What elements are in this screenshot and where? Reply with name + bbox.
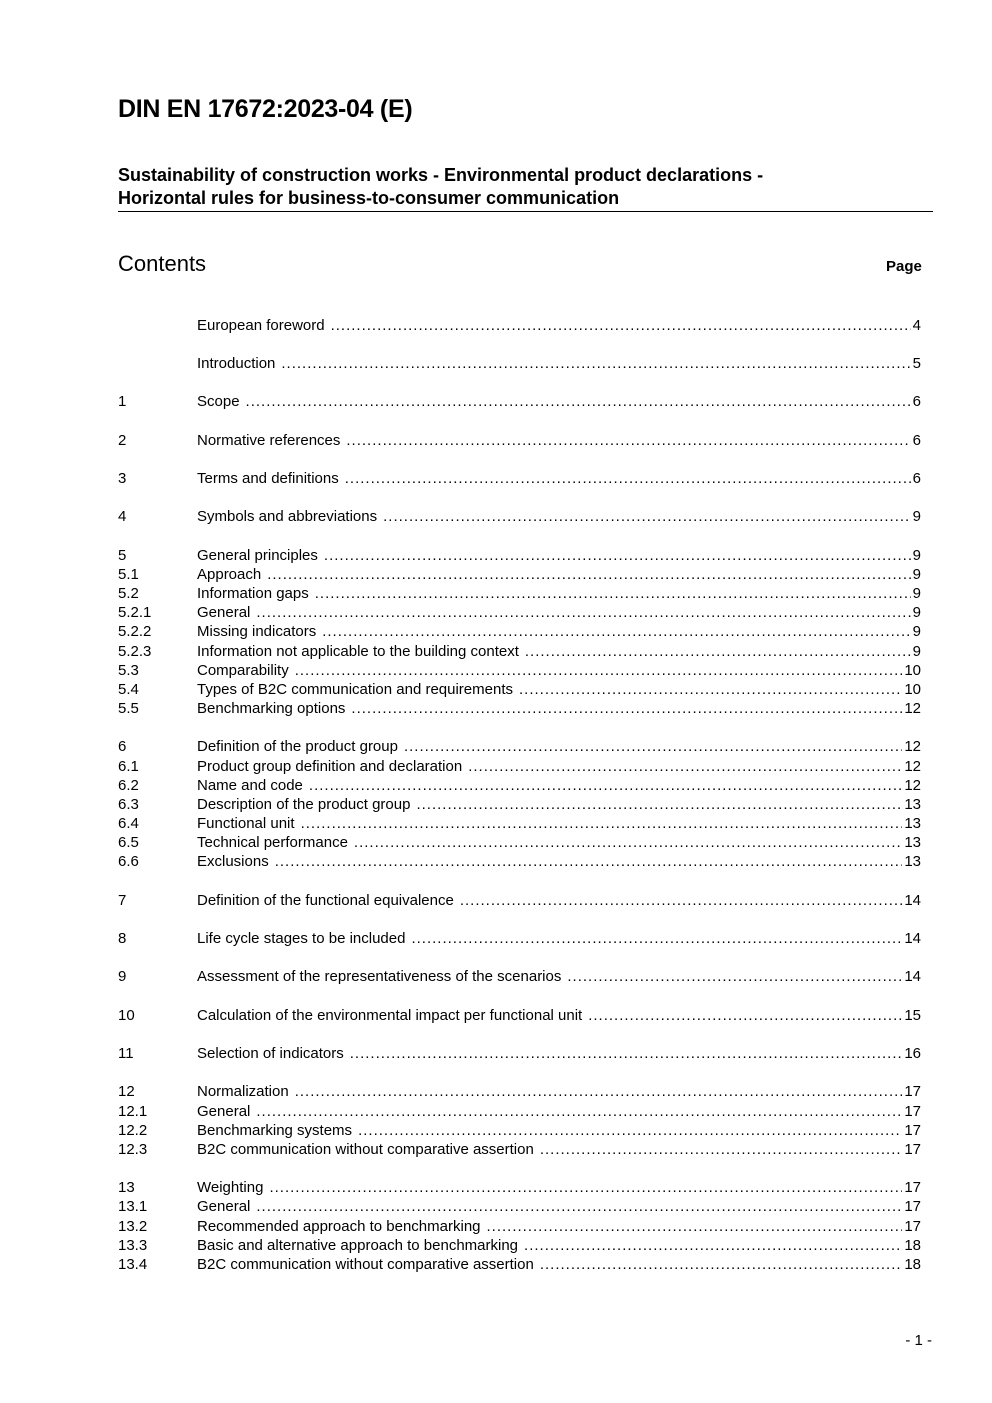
toc-entry-title: Name and code <box>197 777 303 794</box>
toc-entry-title: Definition of the functional equivalence <box>197 892 454 909</box>
toc-entry-number: 5.2 <box>118 585 139 602</box>
toc-entry-title: General <box>197 1198 251 1215</box>
toc-entry-title: Missing indicators <box>197 623 317 640</box>
toc-entry-page: 9 <box>912 643 921 660</box>
toc-entry-number: 12 <box>118 1083 135 1100</box>
toc-leader-dots <box>322 622 910 641</box>
toc-entry[interactable] <box>118 1044 921 1063</box>
toc-entry-page: 12 <box>904 738 921 755</box>
toc-leader-dots <box>404 737 902 756</box>
toc-entry[interactable] <box>118 1121 921 1140</box>
toc-entry-title: Benchmarking options <box>197 700 346 717</box>
toc-entry-page: 16 <box>904 1045 921 1062</box>
toc-entry[interactable] <box>118 757 921 776</box>
toc-entry-title: Introduction <box>197 355 276 372</box>
toc-leader-dots <box>256 603 910 622</box>
toc-entry[interactable] <box>118 795 921 814</box>
toc-leader-dots <box>358 1121 902 1140</box>
toc-entry-title: Description of the product group <box>197 796 411 813</box>
toc-entry-page: 13 <box>904 815 921 832</box>
toc-entry-page: 18 <box>904 1256 921 1273</box>
toc-entry-page: 18 <box>904 1237 921 1254</box>
toc-entry-number: 6.6 <box>118 853 139 870</box>
toc-entry-title: Recommended approach to benchmarking <box>197 1218 481 1235</box>
toc-entry-page: 13 <box>904 834 921 851</box>
subtitle-line-2: Horizontal rules for business-to-consumer communication <box>118 187 620 208</box>
toc-entry-page: 17 <box>904 1198 921 1215</box>
toc-entry[interactable] <box>118 316 921 335</box>
toc-entry-title: Selection of indicators <box>197 1045 344 1062</box>
toc-entry-number: 5.5 <box>118 700 139 717</box>
toc-entry-page: 12 <box>904 758 921 775</box>
toc-entry-title: General <box>197 1103 251 1120</box>
toc-leader-dots <box>411 929 902 948</box>
toc-entry-number: 5.2.2 <box>118 623 152 640</box>
toc-entry[interactable] <box>118 1255 921 1274</box>
toc-entry-page: 9 <box>912 566 921 583</box>
toc-entry-number: 9 <box>118 968 127 985</box>
toc-entry[interactable] <box>118 1217 921 1236</box>
toc-entry-page: 17 <box>904 1103 921 1120</box>
toc-entry-title: Comparability <box>197 662 289 679</box>
toc-entry-page: 9 <box>912 604 921 621</box>
toc-entry-number: 6.5 <box>118 834 139 851</box>
contents-heading: Contents <box>118 251 207 276</box>
toc-leader-dots <box>487 1217 903 1236</box>
toc-entry-title: European foreword <box>197 317 325 334</box>
toc-entry-page: 17 <box>904 1179 921 1196</box>
toc-leader-dots <box>525 642 911 661</box>
toc-entry[interactable] <box>118 1236 921 1255</box>
toc-leader-dots <box>351 699 902 718</box>
toc-entry-title: B2C communication without comparative assertion <box>197 1256 534 1273</box>
toc-entry-number: 8 <box>118 930 127 947</box>
toc-entry-number: 13.3 <box>118 1237 148 1254</box>
toc-entry-number: 12.2 <box>118 1122 148 1139</box>
toc-entry-number: 6.1 <box>118 758 139 775</box>
toc-leader-dots <box>346 431 910 450</box>
toc-entry-title: B2C communication without comparative assertion <box>197 1141 534 1158</box>
toc-entry-title: Technical performance <box>197 834 348 851</box>
toc-entry-title: Weighting <box>197 1179 264 1196</box>
toc-entry-number: 5.2.1 <box>118 604 152 621</box>
toc-leader-dots <box>345 469 911 488</box>
toc-leader-dots <box>309 776 902 795</box>
toc-leader-dots <box>416 795 902 814</box>
toc-leader-dots <box>540 1140 902 1159</box>
toc-entry[interactable] <box>118 1006 921 1025</box>
toc-entry-number: 4 <box>118 508 127 525</box>
toc-entry[interactable] <box>118 622 921 641</box>
toc-entry-number: 12.1 <box>118 1103 148 1120</box>
toc-entry-page: 15 <box>904 1007 921 1024</box>
toc-leader-dots <box>350 1044 903 1063</box>
toc-entry-page: 12 <box>904 777 921 794</box>
toc-entry-page: 9 <box>912 585 921 602</box>
toc-entry-title: Information gaps <box>197 585 309 602</box>
toc-entry-title: Terms and definitions <box>197 470 339 487</box>
toc-leader-dots <box>246 392 911 411</box>
toc-entry-number: 7 <box>118 892 127 909</box>
toc-entry[interactable] <box>118 603 921 622</box>
toc-entry-title: Scope <box>197 393 240 410</box>
toc-entry[interactable] <box>118 507 921 526</box>
toc-entry-number: 5 <box>118 547 127 564</box>
toc-entry-page: 9 <box>912 508 921 525</box>
toc-entry-number: 5.1 <box>118 566 139 583</box>
toc-leader-dots <box>331 316 911 335</box>
toc-entry-page: 6 <box>912 470 921 487</box>
toc-entry-page: 14 <box>904 892 921 909</box>
toc-leader-dots <box>519 680 902 699</box>
toc-leader-dots <box>275 852 903 871</box>
toc-entry-page: 13 <box>904 853 921 870</box>
toc-leader-dots <box>301 814 903 833</box>
toc-entry[interactable] <box>118 680 921 699</box>
page-column-heading: Page <box>886 258 922 275</box>
toc-entry-page: 17 <box>904 1122 921 1139</box>
toc-entry-number: 6.3 <box>118 796 139 813</box>
toc-entry-title: Functional unit <box>197 815 295 832</box>
toc-entry[interactable] <box>118 546 921 565</box>
toc-leader-dots <box>354 833 902 852</box>
toc-entry-page: 5 <box>912 355 921 372</box>
toc-entry-title: General <box>197 604 251 621</box>
toc-entry-page: 17 <box>904 1083 921 1100</box>
toc-entry-number: 6.4 <box>118 815 139 832</box>
toc-entry-title: Benchmarking systems <box>197 1122 353 1139</box>
toc-leader-dots <box>315 584 911 603</box>
toc-entry[interactable] <box>118 967 921 986</box>
toc-entry-title: Approach <box>197 566 262 583</box>
toc-entry[interactable] <box>118 1178 921 1197</box>
toc-entry-title: Product group definition and declaration <box>197 758 463 775</box>
toc-leader-dots <box>460 891 902 910</box>
toc-leader-dots <box>468 757 902 776</box>
toc-entry[interactable] <box>118 565 921 584</box>
toc-entry[interactable] <box>118 431 921 450</box>
toc-entry[interactable] <box>118 833 921 852</box>
toc-entry-page: 6 <box>912 393 921 410</box>
toc-entry[interactable] <box>118 1197 921 1216</box>
toc-entry-number: 3 <box>118 470 127 487</box>
toc-entry-number: 13.2 <box>118 1218 148 1235</box>
toc-entry[interactable] <box>118 891 921 910</box>
toc-entry-title: General principles <box>197 547 318 564</box>
toc-entry-title: Symbols and abbreviations <box>197 508 378 525</box>
toc-entry[interactable] <box>118 469 921 488</box>
toc-entry-number: 13 <box>118 1179 135 1196</box>
toc-entry-number: 5.4 <box>118 681 139 698</box>
toc-entry-title: Calculation of the environmental impact per functional unit <box>197 1007 583 1024</box>
toc-entry-page: 17 <box>904 1218 921 1235</box>
toc-entry-title: Normative references <box>197 432 341 449</box>
toc-entry-title: Normalization <box>197 1083 289 1100</box>
toc-entry[interactable] <box>118 661 921 680</box>
toc-entry-page: 13 <box>904 796 921 813</box>
subtitle-line-1: Sustainability of construction works - Environmental product declarations - <box>118 165 764 185</box>
toc-entry-page: 17 <box>904 1141 921 1158</box>
toc-entry-number: 5.3 <box>118 662 139 679</box>
toc-entry[interactable] <box>118 1140 921 1159</box>
toc-leader-dots <box>267 565 910 584</box>
toc-entry[interactable] <box>118 584 921 603</box>
toc-entry[interactable] <box>118 929 921 948</box>
toc-leader-dots <box>269 1178 902 1197</box>
toc-entry-title: Information not applicable to the building context <box>197 643 519 660</box>
document-subtitle <box>118 164 933 212</box>
toc-entry[interactable] <box>118 392 921 411</box>
toc-entry-page: 4 <box>912 317 921 334</box>
toc-entry-page: 9 <box>912 623 921 640</box>
toc-entry-page: 10 <box>904 681 921 698</box>
toc-entry[interactable] <box>118 354 921 373</box>
toc-entry-title: Types of B2C communication and requirements <box>197 681 513 698</box>
document-title: DIN EN 17672:2023-04 (E) <box>118 95 413 123</box>
toc-entry-page: 6 <box>912 432 921 449</box>
toc-entry-page: 9 <box>912 547 921 564</box>
toc-entry-page: 12 <box>904 700 921 717</box>
toc-entry[interactable] <box>118 1082 921 1101</box>
toc-entry[interactable] <box>118 737 921 756</box>
toc-leader-dots <box>295 661 903 680</box>
toc-entry-page: 14 <box>904 968 921 985</box>
toc-entry-number: 1 <box>118 393 127 410</box>
toc-leader-dots <box>256 1102 902 1121</box>
toc-entry[interactable] <box>118 776 921 795</box>
toc-entry-number: 5.2.3 <box>118 643 152 660</box>
toc-entry[interactable] <box>118 814 921 833</box>
toc-entry-number: 11 <box>118 1045 134 1062</box>
toc-entry-title: Assessment of the representativeness of the scenarios <box>197 968 562 985</box>
toc-entry-number: 12.3 <box>118 1141 148 1158</box>
toc-entry-title: Exclusions <box>197 853 269 870</box>
toc-leader-dots <box>383 507 911 526</box>
toc-leader-dots <box>524 1236 902 1255</box>
toc-leader-dots <box>295 1082 903 1101</box>
toc-leader-dots <box>567 967 902 986</box>
toc-leader-dots <box>588 1006 902 1025</box>
page-number: - 1 - <box>905 1332 932 1349</box>
toc-entry-page: 10 <box>904 662 921 679</box>
toc-entry-number: 13.1 <box>118 1198 148 1215</box>
toc-leader-dots <box>540 1255 902 1274</box>
toc-leader-dots <box>256 1197 902 1216</box>
toc-entry[interactable] <box>118 699 921 718</box>
toc-entry[interactable] <box>118 642 921 661</box>
toc-entry-title: Life cycle stages to be included <box>197 930 406 947</box>
toc-entry-number: 13.4 <box>118 1256 148 1273</box>
toc-entry-number: 10 <box>118 1007 135 1024</box>
toc-leader-dots <box>324 546 911 565</box>
toc-entry-title: Definition of the product group <box>197 738 398 755</box>
toc-entry-page: 14 <box>904 930 921 947</box>
toc-leader-dots <box>281 354 910 373</box>
toc-entry-number: 6 <box>118 738 127 755</box>
toc-entry-number: 6.2 <box>118 777 139 794</box>
toc-entry[interactable] <box>118 1102 921 1121</box>
toc-entry-title: Basic and alternative approach to benchmarking <box>197 1237 519 1254</box>
toc-entry[interactable] <box>118 852 921 871</box>
toc-entry-number: 2 <box>118 432 127 449</box>
